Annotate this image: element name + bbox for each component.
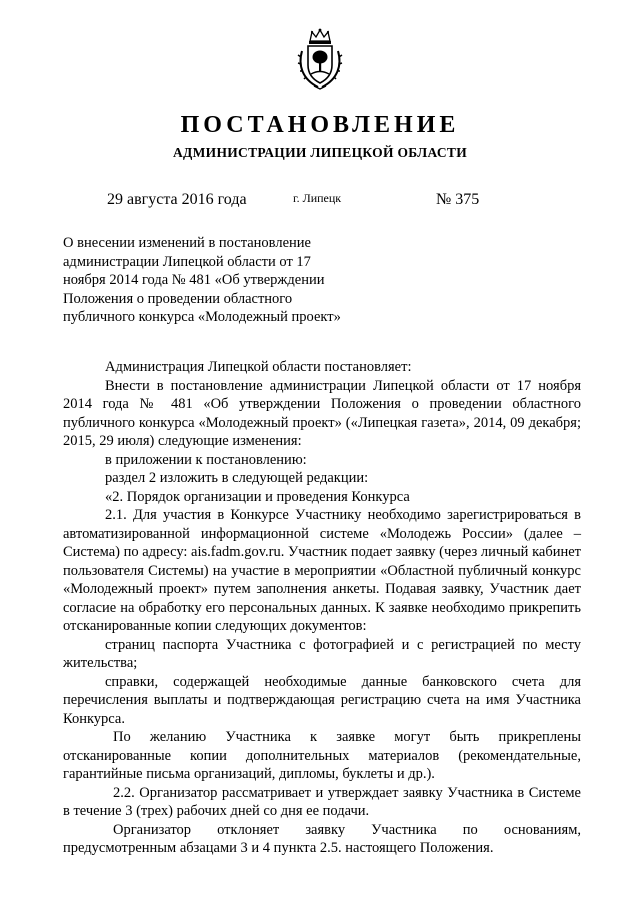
paragraph-appendix: в приложении к постановлению: (105, 451, 307, 468)
document-number: № 375 (436, 191, 480, 208)
paragraph-2-2: 2.2. Организатор рассматривает и утверждает заявку Участника в Системе в течение 3 (трех) рабочих дней со дня ее подачи. (63, 784, 581, 819)
document-city: г. Липецк (293, 191, 342, 205)
paragraph-amend: Внести в постановление администрации Липецкой области от 17 ноября 2014 года № 481 «Об утверждении Положения о проведении областного публичного конкурса «Молодежный проект» («Липецкая газета», 2014, 09 декабря; 2015, 29 июля) следующие изменения: (63, 377, 581, 449)
coat-of-arms-icon (296, 27, 344, 91)
document-body (63, 358, 581, 858)
page-title: ПОСТАНОВЛЕНИЕ (180, 112, 460, 138)
paragraph-resolves: Администрация Липецкой области постановляет: (105, 359, 412, 375)
paragraph-passport: страниц паспорта Участника с фотографией и с регистрацией по месту жительства; (63, 636, 581, 671)
paragraph-bank: справки, содержащей необходимые данные банковского счета для перечисления выплаты и подтверждающая регистрацию счета на имя Участника Конкурса. (63, 673, 581, 727)
paragraph-optional: По желанию Участника к заявке могут быть прикреплены отсканированные копии дополнительных материалов (рекомендательные, гарантийные письма организаций, дипломы, буклеты и др.). (63, 729, 581, 782)
paragraph-2-1: 2.1. Для участия в Конкурсе Участнику необходимо зарегистрироваться в автоматизированной информационной системе «Молодежь России» (далее – Система) по адресу: ais.fadm.gov.ru. Участник подает заявку (через личный кабинет пользователя Системы) на участие в мероприятии «Областной публичный конкурс «Молодежный проект» путем заполнения анкеты. Подавая заявку, Участник дает согласие на обработку его персональных данных. К заявке необходимо прикрепить отсканированные копии следующих документов: (63, 507, 581, 634)
document-date: 29 августа 2016 года (107, 191, 247, 208)
paragraph-reject: Организатор отклоняет заявку Участника по основаниям, предусмотренным абзацами 3 и 4 пункта 2.5. настоящего Положения. (63, 821, 581, 856)
page-subtitle: АДМИНИСТРАЦИИ ЛИПЕЦКОЙ ОБЛАСТИ (172, 145, 468, 160)
document-subject: О внесении изменений в постановление администрации Липецкой области от 17 ноября 2014 года № 481 «Об утверждении Положения о проведении областного публичного конкурса «Молодежный проект» (63, 235, 341, 325)
paragraph-section: раздел 2 изложить в следующей редакции: (105, 470, 369, 486)
paragraph-heading: «2. Порядок организации и проведения Конкурса (105, 488, 410, 505)
